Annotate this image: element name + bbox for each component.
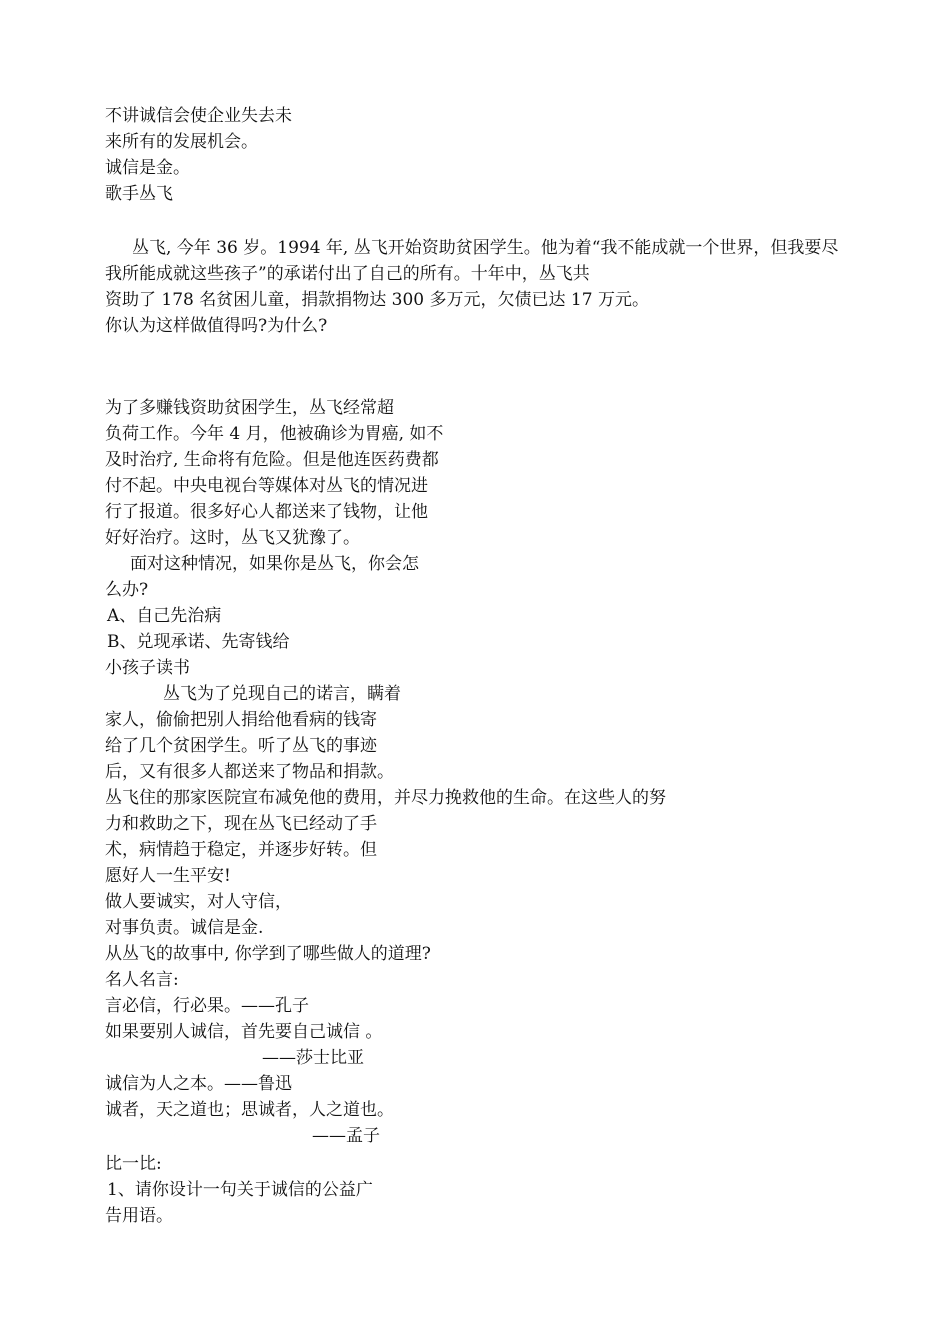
text-line: 给了几个贫困学生。听了丛飞的事迹 xyxy=(105,736,377,756)
quote-line: 言必信，行必果。——孔子 xyxy=(105,996,309,1016)
quote-attribution: ——孟子 xyxy=(312,1126,380,1146)
text-line: 术，病情趋于稳定，并逐步好转。但 xyxy=(105,840,377,860)
quote-line: 诚者，天之道也；思诚者，人之道也。 xyxy=(105,1100,394,1120)
quote-line: 如果要别人诚信，首先要自己诚信 。 xyxy=(105,1022,383,1042)
text-line: 丛飞为了兑现自己的诺言，瞒着 xyxy=(163,684,401,704)
text-line: 为了多赚钱资助贫困学生，丛飞经常超 xyxy=(105,398,394,418)
text-line: 不讲诚信会使企业失去未 xyxy=(105,106,292,126)
section-title: 名人名言: xyxy=(105,970,179,990)
text-line: 么办? xyxy=(105,580,149,600)
task-line: 1、请你设计一句关于诚信的公益广 xyxy=(107,1180,373,1200)
text-line: 做人要诚实，对人守信， xyxy=(105,892,292,912)
text-line: 行了报道。很多好心人都送来了钱物，让他 xyxy=(105,502,428,522)
text-line: 家人，偷偷把别人捐给他看病的钱寄 xyxy=(105,710,377,730)
text-line: 资助了 178 名贫困儿童，捐款捐物达 300 多万元，欠债已达 17 万元。 xyxy=(105,290,649,310)
text-line: 负荷工作。今年 4 月，他被确诊为胃癌, 如不 xyxy=(105,424,444,444)
text-line: 我所能成就这些孩子”的承诺付出了自己的所有。十年中，丛飞共 xyxy=(105,264,590,284)
text-line: 丛飞, 今年 36 岁。1994 年, 丛飞开始资助贫困学生。他为着“我不能成就一个世界，但我要尽 xyxy=(132,238,839,258)
option-b: B、兑现承诺、先寄钱给 xyxy=(107,632,290,652)
text-line: 小孩子读书 xyxy=(105,658,190,678)
text-line: 后，又有很多人都送来了物品和捐款。 xyxy=(105,762,394,782)
question-line: 从丛飞的故事中, 你学到了哪些做人的道理? xyxy=(105,944,431,964)
option-a: A、自己先治病 xyxy=(107,606,222,626)
question-line: 你认为这样做值得吗?为什么? xyxy=(105,316,328,336)
text-line: 愿好人一生平安! xyxy=(105,866,231,886)
text-line: 及时治疗, 生命将有危险。但是他连医药费都 xyxy=(105,450,439,470)
text-line: 对事负责。诚信是金. xyxy=(105,918,264,938)
text-line: 诚信是金。 xyxy=(105,158,190,178)
text-line: 付不起。中央电视台等媒体对丛飞的情况进 xyxy=(105,476,428,496)
section-title: 歌手丛飞 xyxy=(105,184,173,204)
section-title: 比一比: xyxy=(105,1154,162,1174)
quote-line: 诚信为人之本。——鲁迅 xyxy=(105,1074,292,1094)
task-line: 告用语。 xyxy=(105,1206,173,1226)
text-line: 来所有的发展机会。 xyxy=(105,132,258,152)
text-line: 面对这种情况，如果你是丛飞，你会怎 xyxy=(130,554,419,574)
text-line: 丛飞住的那家医院宣布减免他的费用，并尽力挽救他的生命。在这些人的努 xyxy=(105,788,666,808)
text-line: 力和救助之下，现在丛飞已经动了手 xyxy=(105,814,377,834)
text-line: 好好治疗。这时，丛飞又犹豫了。 xyxy=(105,528,360,548)
quote-attribution: ——莎士比亚 xyxy=(262,1048,364,1068)
